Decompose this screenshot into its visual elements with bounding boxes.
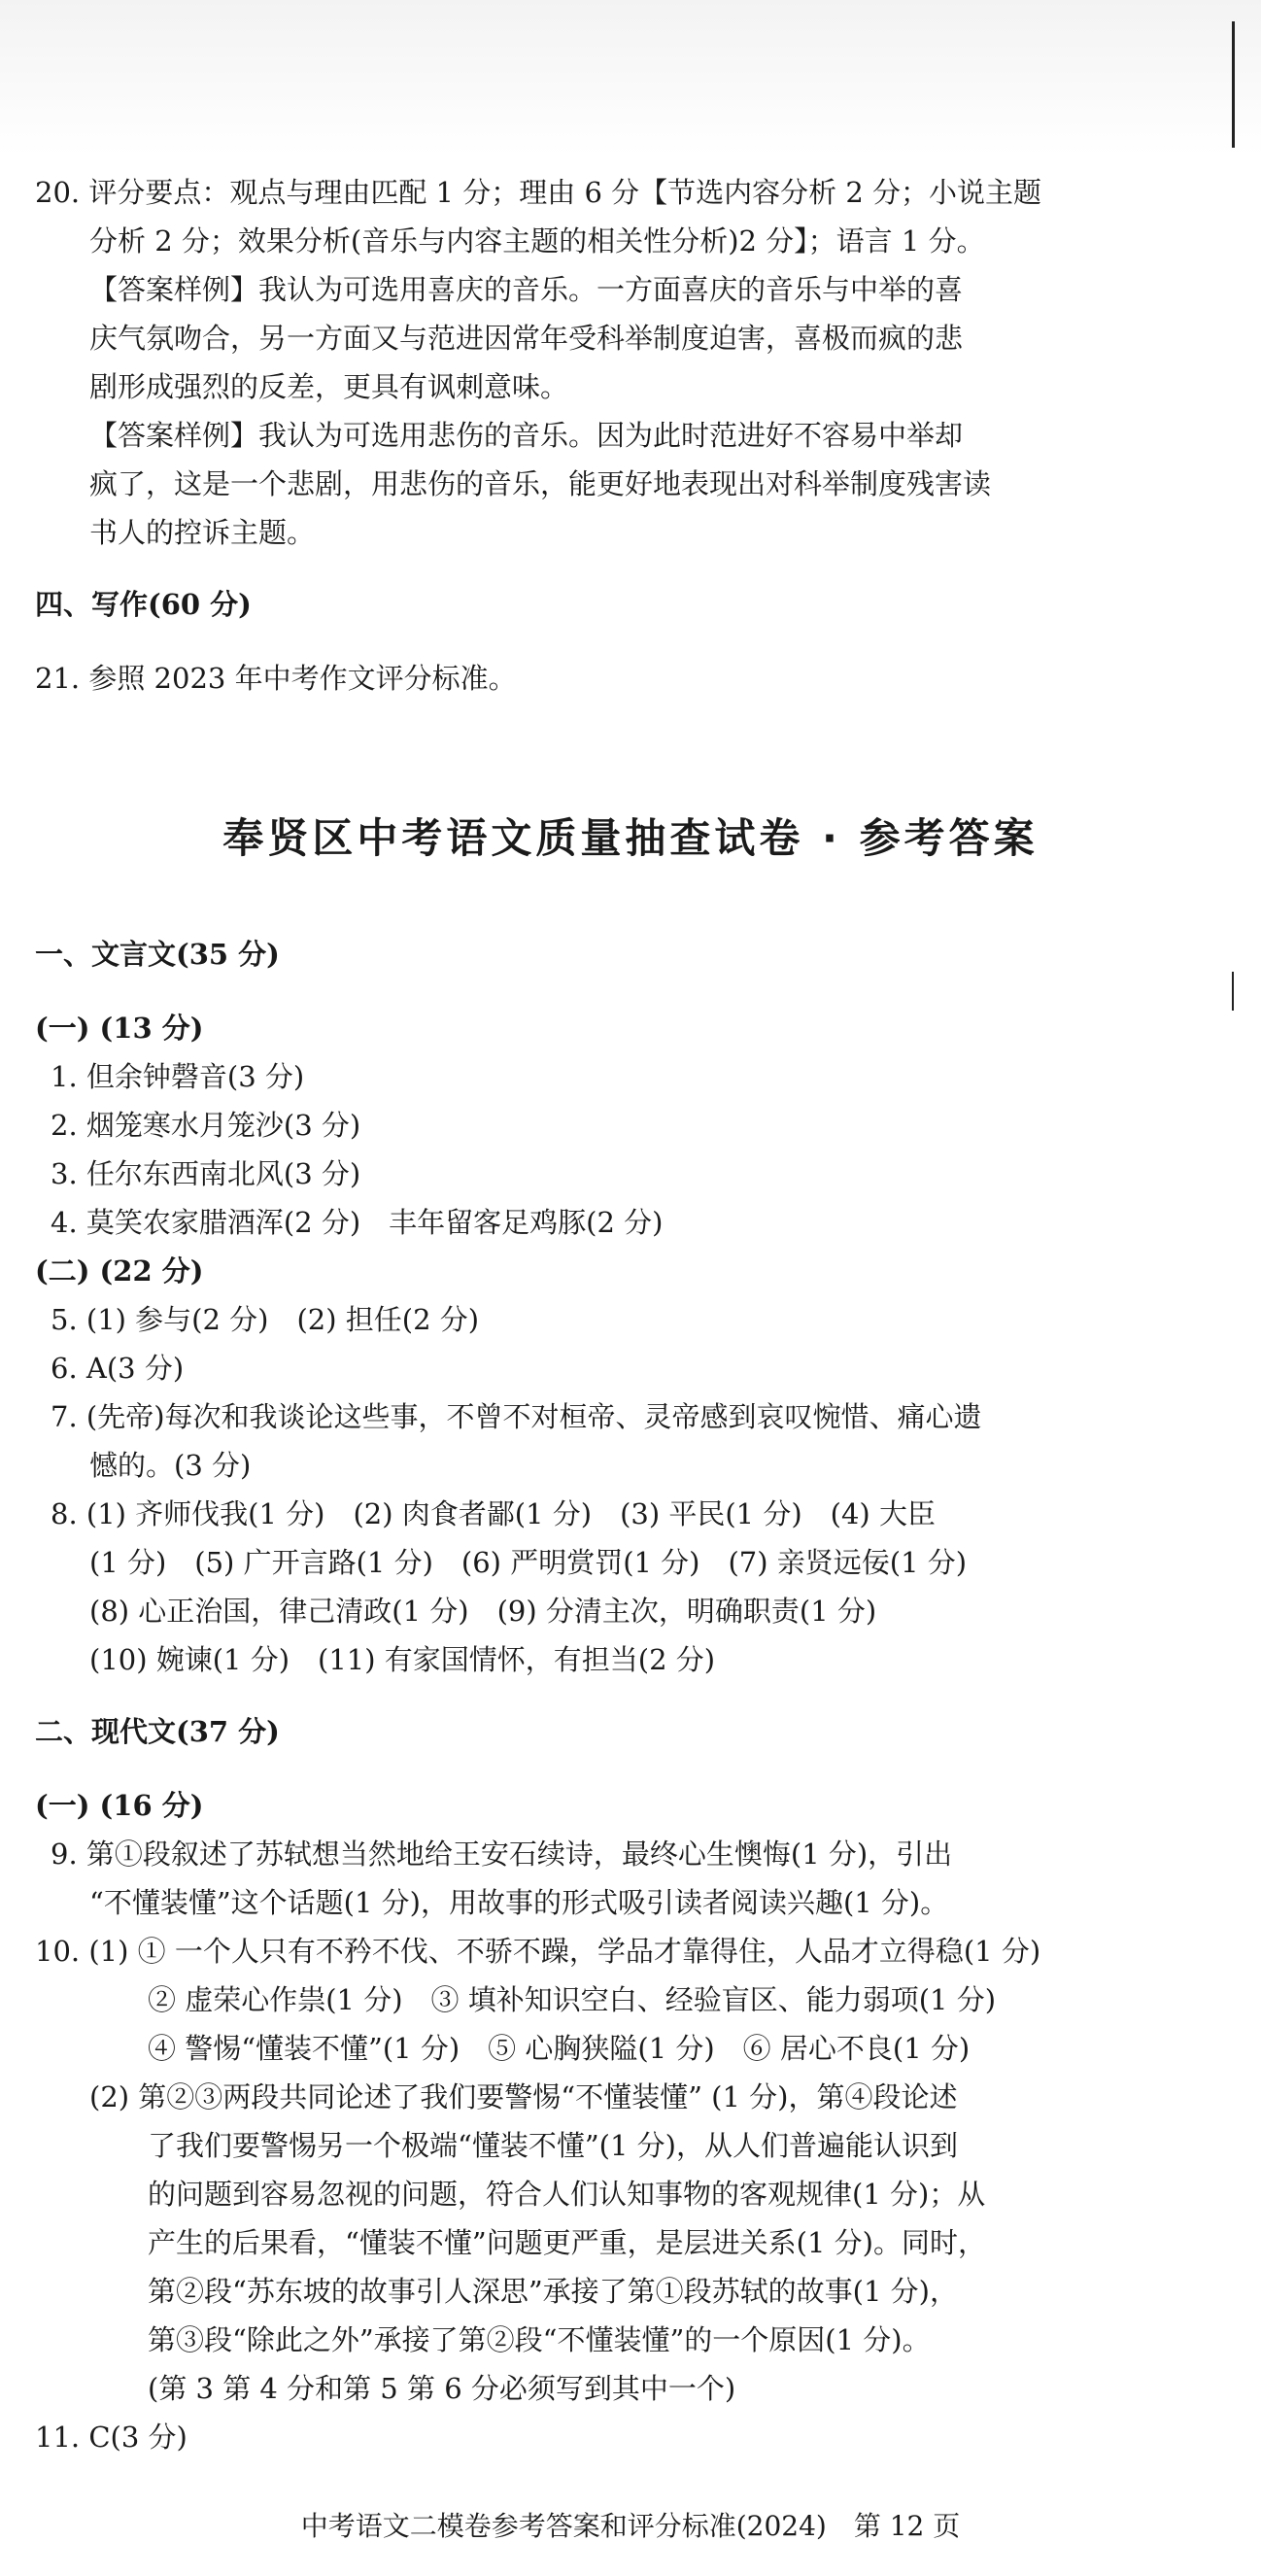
answer-line: 1. 但余钟磬音(3 分) xyxy=(51,1060,305,1093)
answer-line: (第 3 第 4 分和第 5 第 6 分必须写到其中一个) xyxy=(148,2372,736,2405)
answer-line: 第③段“除此之外”承接了第②段“不懂装懂”的一个原因(1 分)。 xyxy=(148,2323,931,2356)
answer-line: (10) 婉谏(1 分) (11) 有家国情怀，有担当(2 分) xyxy=(89,1643,716,1676)
answer-line: (8) 心正治国，律己清政(1 分) (9) 分清主次，明确职责(1 分) xyxy=(89,1595,877,1628)
answer-line: 4. 莫笑农家腊酒浑(2 分) 丰年留客足鸡豚(2 分) xyxy=(51,1206,664,1239)
answer-line: 10. (1) ① 一个人只有不矜不伐、不骄不躁，学品才靠得住，人品才立得稳(1 分) xyxy=(35,1935,1041,1968)
answer-line: ② 虚荣心作祟(1 分) ③ 填补知识空白、经验盲区、能力弱项(1 分) xyxy=(148,1983,997,2016)
answer-line: 第②段“苏东坡的故事引人深思”承接了第①段苏轼的故事(1 分)， xyxy=(148,2275,958,2308)
answer-line: 7. (先帝)每次和我谈论这些事，不曾不对桓帝、灵帝感到哀叹惋惜、痛心遗 xyxy=(51,1400,982,1433)
answer-line: 了我们要警惕另一个极端“懂装不懂”(1 分)，从人们普遍能认识到 xyxy=(148,2129,958,2162)
answer-line: 8. (1) 齐师伐我(1 分) (2) 肉食者鄙(1 分) (3) 平民(1 分) (4) 大臣 xyxy=(51,1497,936,1530)
page-title: 奉贤区中考语文质量抽查试卷 · 参考答案 xyxy=(222,814,1039,862)
answer-line: 疯了，这是一个悲剧，用悲伤的音乐，能更好地表现出对科举制度残害读 xyxy=(89,467,992,500)
answer-line: 剧形成强烈的反差，更具有讽刺意味。 xyxy=(89,370,569,403)
answer-line: 20. 评分要点：观点与理由匹配 1 分；理由 6 分【节选内容分析 2 分；小说主题 xyxy=(35,176,1042,209)
section-heading: 二、现代文(37 分) xyxy=(35,1715,280,1748)
section-heading: 一、文言文(35 分) xyxy=(35,938,280,971)
answer-line: 的问题到容易忽视的问题，符合人们认知事物的客观规律(1 分)；从 xyxy=(148,2178,986,2211)
answer-line: ④ 警惕“懂装不懂”(1 分) ⑤ 心胸狭隘(1 分) ⑥ 居心不良(1 分) xyxy=(148,2032,971,2065)
answer-line: 5. (1) 参与(2 分) (2) 担任(2 分) xyxy=(51,1303,480,1336)
page-footer: 中考语文二模卷参考答案和评分标准(2024) 第 12 页 xyxy=(300,2510,961,2542)
answer-line: 庆气氛吻合，另一方面又与范进因常年受科举制度迫害，喜极而疯的悲 xyxy=(89,322,964,355)
answer-line: 产生的后果看，“懂装不懂”问题更严重，是层进关系(1 分)。同时， xyxy=(148,2226,986,2259)
answer-line: 憾的。(3 分) xyxy=(89,1449,252,1482)
answer-line: 9. 第①段叙述了苏轼想当然地给王安石续诗，最终心生懊悔(1 分)，引出 xyxy=(51,1838,953,1871)
answer-line: (1 分) (5) 广开言路(1 分) (6) 严明赏罚(1 分) (7) 亲贤远佞(1 分) xyxy=(89,1546,968,1579)
answer-line: (2) 第②③两段共同论述了我们要警惕“不懂装懂” (1 分)，第④段论述 xyxy=(89,2080,958,2113)
answer-line: 2. 烟笼寒水月笼沙(3 分) xyxy=(51,1109,361,1142)
part-heading: (一) (13 分) xyxy=(35,1012,204,1045)
answer-line: 书人的控诉主题。 xyxy=(89,516,316,549)
answer-line: 【答案样例】我认为可选用悲伤的音乐。因为此时范进好不容易中举却 xyxy=(89,419,964,452)
answer-line: 11. C(3 分) xyxy=(35,2421,187,2454)
part-heading: (二) (22 分) xyxy=(35,1254,204,1288)
answer-line: 分析 2 分；效果分析(音乐与内容主题的相关性分析)2 分】；语言 1 分。 xyxy=(89,224,985,258)
answer-line: 3. 任尔东西南北风(3 分) xyxy=(51,1157,361,1190)
answer-line: 21. 参照 2023 年中考作文评分标准。 xyxy=(35,662,517,695)
answer-line: 【答案样例】我认为可选用喜庆的音乐。一方面喜庆的音乐与中举的喜 xyxy=(89,273,964,306)
section-heading: 四、写作(60 分) xyxy=(35,588,252,621)
answer-line: 6. A(3 分) xyxy=(51,1352,185,1385)
answer-line: “不懂装懂”这个话题(1 分)，用故事的形式吸引读者阅读兴趣(1 分)。 xyxy=(89,1886,949,1919)
part-heading: (一) (16 分) xyxy=(35,1789,204,1822)
